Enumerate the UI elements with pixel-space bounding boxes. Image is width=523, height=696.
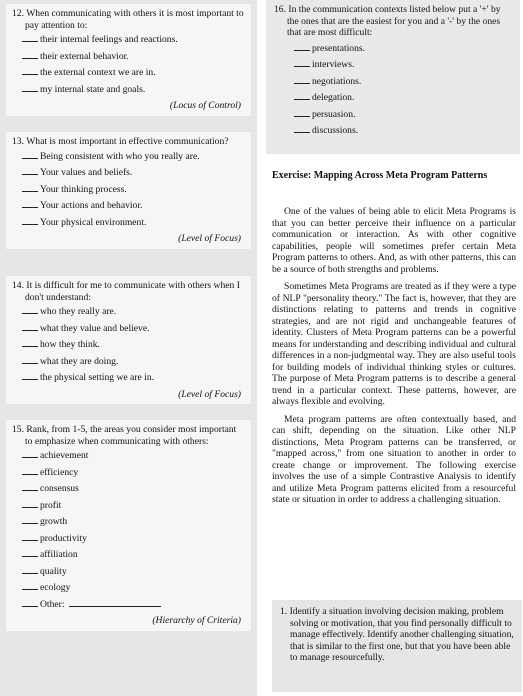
rank-option[interactable]: achievement — [22, 450, 245, 462]
question-text: 12. When communicating with others it is most important to pay attention to: — [12, 8, 244, 31]
category-label: (Level of Focus) — [178, 233, 241, 244]
answer-option[interactable]: Being consistent with who you really are. — [22, 151, 245, 163]
rank-option[interactable]: affiliation — [22, 549, 245, 561]
exercise-paragraph: Meta program patterns are often contextually based, and can shift, depending on the situation. Like other NLP distinctions, Meta Program patterns can be transferred, or "mapped across," from one situation to another in order to create change or improvement. The following exercise involves the use of a simple Contrastive Analysis to identify and utilize Meta Program patterns elicited from a resourceful state or situation in order to address a challenging situation. — [272, 413, 516, 505]
question-text: 14. It is difficult for me to communicate with others when I don't understand: — [12, 280, 240, 303]
exercise-step-1 — [272, 600, 522, 692]
question-16 — [266, 0, 520, 154]
context-option[interactable]: interviews. — [294, 59, 512, 71]
category-label: (Locus of Control) — [169, 100, 241, 111]
rank-option-other[interactable]: Other: — [22, 599, 245, 611]
rank-option[interactable]: efficiency — [22, 467, 245, 479]
context-option[interactable]: persuasion. — [294, 109, 512, 121]
answer-option[interactable]: Your values and beliefs. — [22, 167, 245, 179]
answer-list — [12, 151, 245, 229]
answer-option[interactable]: who they really are. — [22, 306, 245, 318]
question-14 — [6, 276, 251, 404]
answer-option[interactable]: how they think. — [22, 339, 245, 351]
exercise-title: Exercise: Mapping Across Meta Program Patterns — [272, 170, 488, 181]
answer-option[interactable]: my internal state and goals. — [22, 84, 245, 96]
step-text: 1. Identify a situation involving decision making, problem solving or motivation, that you find personally difficult to manage effectively. Identify another challenging situation, that is similar to the first one, but that you have been able to manage resourcefully. — [280, 606, 514, 663]
question-15 — [6, 420, 251, 631]
context-option[interactable]: negotiations. — [294, 76, 512, 88]
answer-list — [12, 34, 245, 95]
exercise-paragraph: One of the values of being able to elicit Meta Programs is that you can better perceive their influence on a particular communication or interaction. As with other cognitive capabilities, people will sometimes prefer certain Meta Program patterns to others. And, as with other patterns, this can be a source of both strengths and problems. — [272, 206, 516, 275]
answer-option[interactable]: the external context we are in. — [22, 67, 245, 79]
rank-option[interactable]: ecology — [22, 582, 245, 594]
context-option[interactable]: presentations. — [294, 43, 512, 55]
exercise-paragraph: Sometimes Meta Programs are treated as if they were a type of NLP "personality theory." The fact is, however, that they are distinctions relating to patterns and trends in cognitive strategies, and are not rigid and unchangeable features of identity. Clusters of Meta Program patterns can be a powerful means for understanding and describing individual and cultural differences in a non-judgmental way. They are also useful tools for building models of individual thinking styles or cultures. The purpose of Meta Program patterns is to describe a general trend in a particular context. These patterns, however, are always flexible and evolving. — [272, 281, 516, 407]
answer-list — [274, 43, 512, 137]
answer-option[interactable]: what they are doing. — [22, 356, 245, 368]
question-text: 16. In the communication contexts listed below put a '+' by the ones that are the easiest for you and a '-' by the ones that are most difficult: — [274, 4, 501, 38]
answer-list — [12, 450, 245, 610]
category-label: (Level of Focus) — [178, 388, 241, 400]
rank-option[interactable]: profit — [22, 500, 245, 512]
question-text: 13. What is most important in effective communication? — [12, 136, 229, 147]
answer-option[interactable]: what they value and believe. — [22, 323, 245, 335]
answer-option[interactable]: their internal feelings and reactions. — [22, 34, 245, 46]
answer-option[interactable]: their external behavior. — [22, 51, 245, 63]
context-option[interactable]: discussions. — [294, 125, 512, 137]
answer-option[interactable]: Your physical environment. — [22, 217, 245, 229]
category-label: (Hierarchy of Criteria) — [152, 615, 241, 626]
rank-option[interactable]: consensus — [22, 483, 245, 495]
questionnaire-column — [0, 0, 257, 696]
question-13 — [6, 132, 251, 249]
question-12 — [6, 4, 251, 116]
answer-option[interactable]: Your actions and behavior. — [22, 200, 245, 212]
answer-list — [12, 306, 245, 384]
other-write-in-line[interactable] — [69, 606, 161, 607]
rank-option[interactable]: growth — [22, 516, 245, 528]
rank-option[interactable]: productivity — [22, 533, 245, 545]
exercise-body — [272, 206, 516, 512]
question-text: 15. Rank, from 1-5, the areas you consider most important to emphasize when communicating with others: — [12, 424, 237, 447]
answer-option[interactable]: Your thinking process. — [22, 184, 245, 196]
context-option[interactable]: delegation. — [294, 92, 512, 104]
answer-option[interactable]: the physical setting we are in. — [22, 372, 245, 384]
rank-option[interactable]: quality — [22, 566, 245, 578]
